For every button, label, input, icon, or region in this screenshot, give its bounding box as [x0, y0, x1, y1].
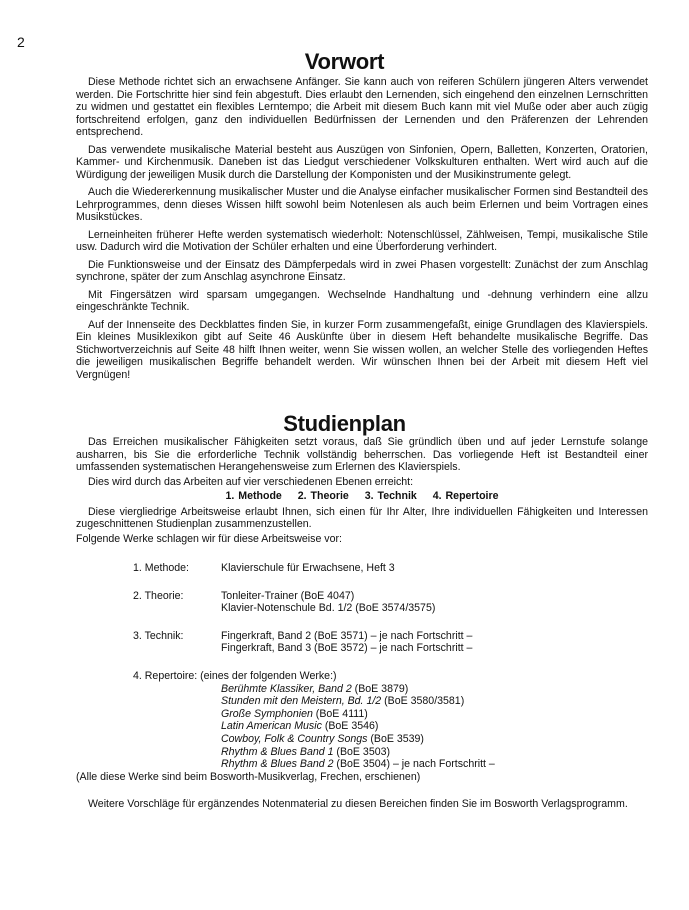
publisher-footnote: (Alle diese Werke sind beim Bosworth-Musikverlag, Frechen, erschienen)	[76, 771, 421, 783]
plan-row-theorie	[133, 590, 495, 615]
vorwort-paragraph: Auch die Wiedererkennung musikalischer Muster und die Analyse einfacher musikalischer Formen sind Bestandteil des Lehrprogrammes, denn dieses Wissen hilft sowohl beim Notenlesen als auch beim Erlernen und beim Vortragen eines Musikstückes.	[76, 186, 648, 223]
repertoire-label: 4. Repertoire: (eines der folgenden Werke:)	[133, 669, 337, 682]
vorwort-paragraph: Das verwendete musikalische Material besteht aus Auszügen von Sinfonien, Opern, Balletten, Konzerten, Oratorien, Kammer- und Kirchenmusik. Daneben ist das Liedgut verschiedener Volkskulturen enthalten. Wert wird auch auf die Würdigung der jeweiligen Musik durch die Darstellung der Komponisten und der Musikinstrumente gelegt.	[76, 143, 648, 181]
plan-item: Klavierschule für Erwachsene, Heft 3	[221, 562, 395, 574]
repertoire-code: (BoE 3504) – je nach Fortschritt –	[333, 758, 495, 771]
repertoire-title: Rhythm & Blues Band 2	[221, 758, 334, 771]
plan-row-methode	[133, 562, 495, 575]
repertoire-code: (BoE 3580/3581)	[381, 695, 465, 708]
repertoire-item	[221, 733, 495, 746]
repertoire-code: (BoE 3503)	[333, 745, 391, 758]
studienplan-body	[76, 436, 648, 547]
after-levels-text: Diese viergliedrige Arbeitsweise erlaubt Ihnen, sich einen für Ihr Alter, Ihre individuellen Fähigkeiten und Interessen zugeschnittenen Studienplan zusammenzustellen.	[76, 505, 648, 530]
plan-item: Fingerkraft, Band 2 (BoE 3571) – je nach Fortschritt –	[221, 629, 473, 642]
repertoire-item	[221, 758, 495, 771]
repertoire-title: Stunden mit den Meistern, Bd. 1/2	[221, 695, 382, 708]
vorwort-paragraph: Lerneinheiten früherer Hefte werden systematisch wiederholt: Notenschlüssel, Zählweisen, Tempi, musikalische Stile usw. Dadurch wird die Motivation der Schüler erhalten und eine Überforderung verhindert.	[76, 228, 648, 253]
vorwort-paragraph: Diese Methode richtet sich an erwachsene Anfänger. Sie kann auch von reiferen Schülern jüngeren Alters verwendet werden. Die Fortschritte hier sind fein abgestuft. Dies erlaubt den Lernenden, sich eingehend den einzelnen Lernschritten zu widmen und gestattet ein flexibles Lerntempo; die Arbeit mit diesem Buch kann mit viel Muße oder aber auch zügig fortschreitend erfolgen, ganz den individuellen Bedürfnissen der Lernenden und den Präferenzen der Lehrenden entsprechend.	[76, 76, 648, 138]
level-item: 2. Theorie	[297, 490, 349, 502]
levels-list	[76, 490, 648, 503]
closing-note	[76, 797, 648, 812]
level-item: 4. Repertoire	[432, 490, 499, 502]
repertoire-item	[221, 720, 495, 733]
plan-row-technik	[133, 630, 495, 655]
studienplan-intro: Das Erreichen musikalischer Fähigkeiten setzt voraus, daß Sie gründlich üben und auf jeder Lernstufe solange ausharren, bis Sie die erforderliche Technik vollständig beherrschen. Das vorliegende Heft ist Bestandteil einer umfassenden systematischen Herangehensweise zum Erlernen des Klavierspiels.	[76, 436, 648, 473]
page-number: 2	[17, 34, 25, 50]
vorwort-title: Vorwort	[304, 49, 385, 74]
plan-item: Tonleiter-Trainer (BoE 4047)	[221, 589, 355, 602]
repertoire-title: Berühmte Klassiker, Band 2	[221, 682, 352, 695]
repertoire-code: (BoE 3879)	[351, 682, 409, 695]
repertoire-title: Große Symphonien	[221, 707, 313, 720]
plan-label: 2. Theorie:	[133, 589, 184, 602]
repertoire-title: Cowboy, Folk & Country Songs	[221, 732, 368, 745]
repertoire-code: (BoE 3539)	[367, 732, 424, 745]
level-item: 3. Technik	[364, 490, 417, 502]
vorwort-paragraph: Die Funktionsweise und der Einsatz des Dämpferpedals wird in zwei Phasen vorgestellt: Zunächst der zum Anschlag synchrone, später der zum Anschlag asynchrone Einsatz.	[76, 258, 648, 283]
plan-item: Klavier-Notenschule Bd. 1/2 (BoE 3574/3575)	[221, 602, 436, 615]
studienplan-title: Studienplan	[283, 411, 406, 436]
levels-intro: Dies wird durch das Arbeiten auf vier verschiedenen Ebenen erreicht:	[88, 475, 414, 488]
vorwort-paragraph: Auf der Innenseite des Deckblattes finden Sie, in kurzer Form zusammengefaßt, einige Grundlagen des Klavierspiels. Ein kleines Musiklexikon gibt auf Seite 46 Auskünfte über in diesem Heft behandelte musikalische Begriffe. Das Stichwortverzeichnis auf Seite 48 hilft Ihnen weiter, wenn Sie wissen wollen, an welcher Stelle des vorliegenden Heftes die jeweiligen musikalischen Begriffe behandelt werden. Wir wünschen Ihnen bei der Arbeit mit diesem Heft viel Vergnügen!	[76, 318, 648, 381]
works-intro: Folgende Werke schlagen wir für diese Arbeitsweise vor:	[76, 532, 342, 545]
repertoire-item	[221, 708, 495, 721]
closing-paragraph: Weitere Vorschläge für ergänzendes Notenmaterial zu diesen Bereichen finden Sie im Bosworth Verlagsprogramm.	[88, 798, 628, 810]
repertoire-title: Latin American Music	[221, 720, 322, 733]
repertoire-item	[221, 746, 495, 759]
repertoire-item	[221, 695, 495, 708]
level-item: 1. Methode	[225, 490, 282, 502]
plan-label: 3. Technik:	[133, 629, 184, 642]
repertoire-list	[133, 683, 495, 771]
repertoire-code: (BoE 4111)	[312, 707, 368, 720]
study-plan-list	[133, 562, 495, 771]
plan-label: 1. Methode:	[133, 562, 189, 574]
vorwort-paragraph: Mit Fingersätzen wird sparsam umgegangen. Wechselnde Handhaltung und -dehnung verhindern eine allzu eingeschränkte Technik.	[76, 288, 648, 313]
plan-item: Fingerkraft, Band 3 (BoE 3572) – je nach Fortschritt –	[221, 642, 473, 655]
vorwort-body	[76, 76, 648, 386]
repertoire-title: Rhythm & Blues Band 1	[221, 745, 334, 758]
repertoire-code: (BoE 3546)	[321, 720, 379, 733]
repertoire-item	[221, 683, 495, 696]
